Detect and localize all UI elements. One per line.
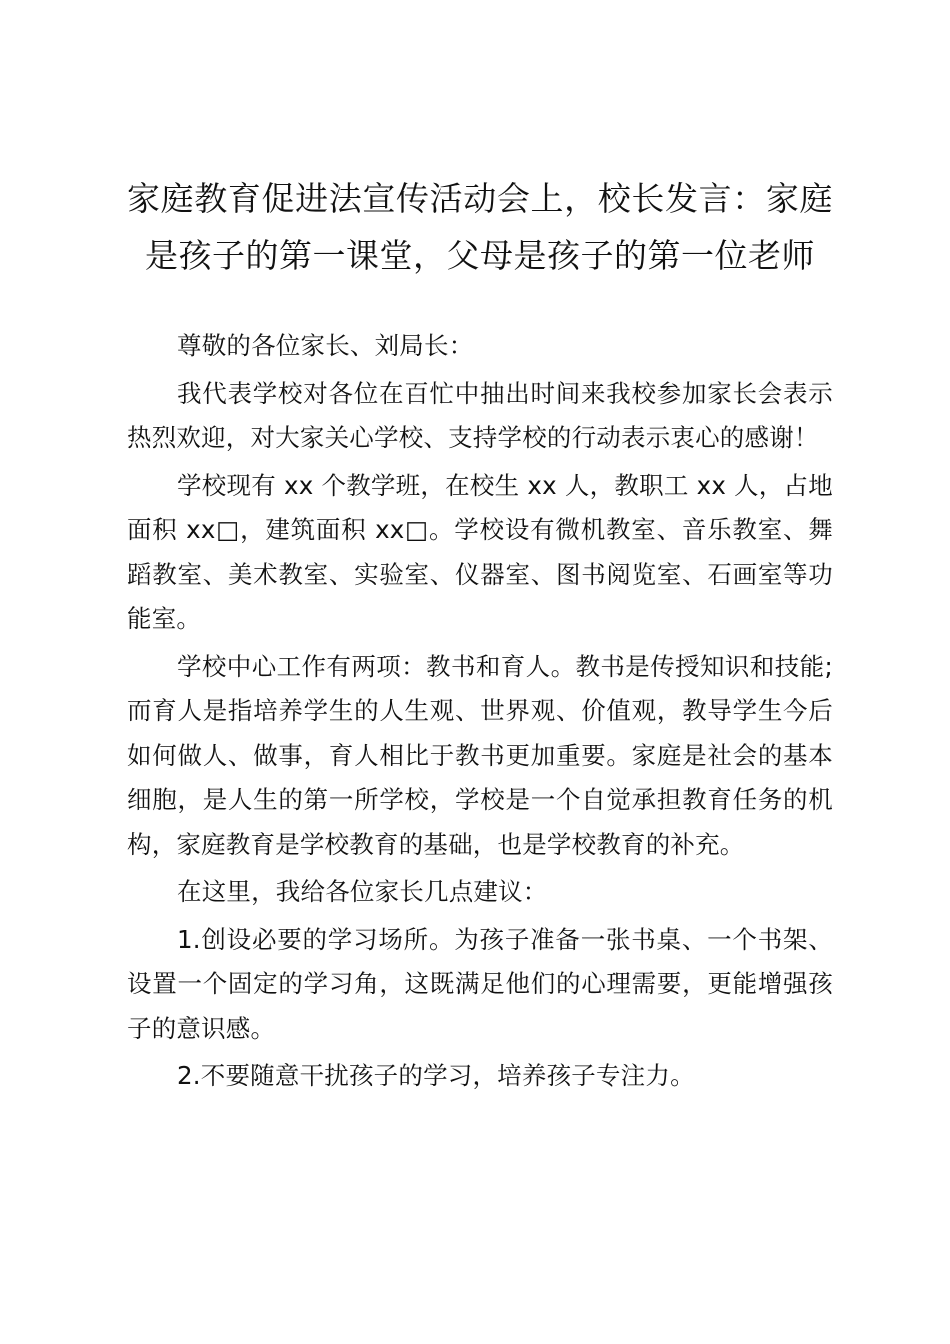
paragraph-suggestion-2: 2.不要随意干扰孩子的学习，培养孩子专注力。 xyxy=(177,1061,695,1090)
paragraph-school-mission: 学校中心工作有两项：教书和育人。教书是传授知识和技能;而育人是指培养学生的人生观、世界观、价值观，教导学生今后如何做人、做事，育人相比于教书更加重要。家庭是社会的基本细胞，是人生的第一所学校，学校是一个自觉承担教育任务的机构，家庭教育是学校教育的基础，也是学校教育的补充。 xyxy=(127,651,833,859)
paragraph-welcome: 我代表学校对各位在百忙中抽出时间来我校参加家长会表示热烈欢迎，对大家关心学校、支持学校的行动表示衷心的感谢！ xyxy=(127,378,833,452)
document-title: 家庭教育促进法宣传活动会上，校长发言：家庭是孩子的第一课堂，父母是孩子的第一位老师 xyxy=(127,179,833,275)
document-body xyxy=(127,324,833,1102)
paragraph-suggestions-intro: 在这里，我给各位家长几点建议： xyxy=(177,877,548,906)
paragraph-school-overview: 学校现有 xx 个教学班，在校生 xx 人，教职工 xx 人，占地面积 xx□，建筑面积 xx□。学校设有微机教室、音乐教室、舞蹈教室、美术教室、实验室、仪器室、图书阅览室、石画室等功能室。 xyxy=(127,470,833,633)
salutation: 尊敬的各位家长、刘局长： xyxy=(177,331,474,360)
paragraph-suggestion-1: 1.创设必要的学习场所。为孩子准备一张书桌、一个书架、设置一个固定的学习角，这既满足他们的心理需要，更能增强孩子的意识感。 xyxy=(127,924,833,1043)
